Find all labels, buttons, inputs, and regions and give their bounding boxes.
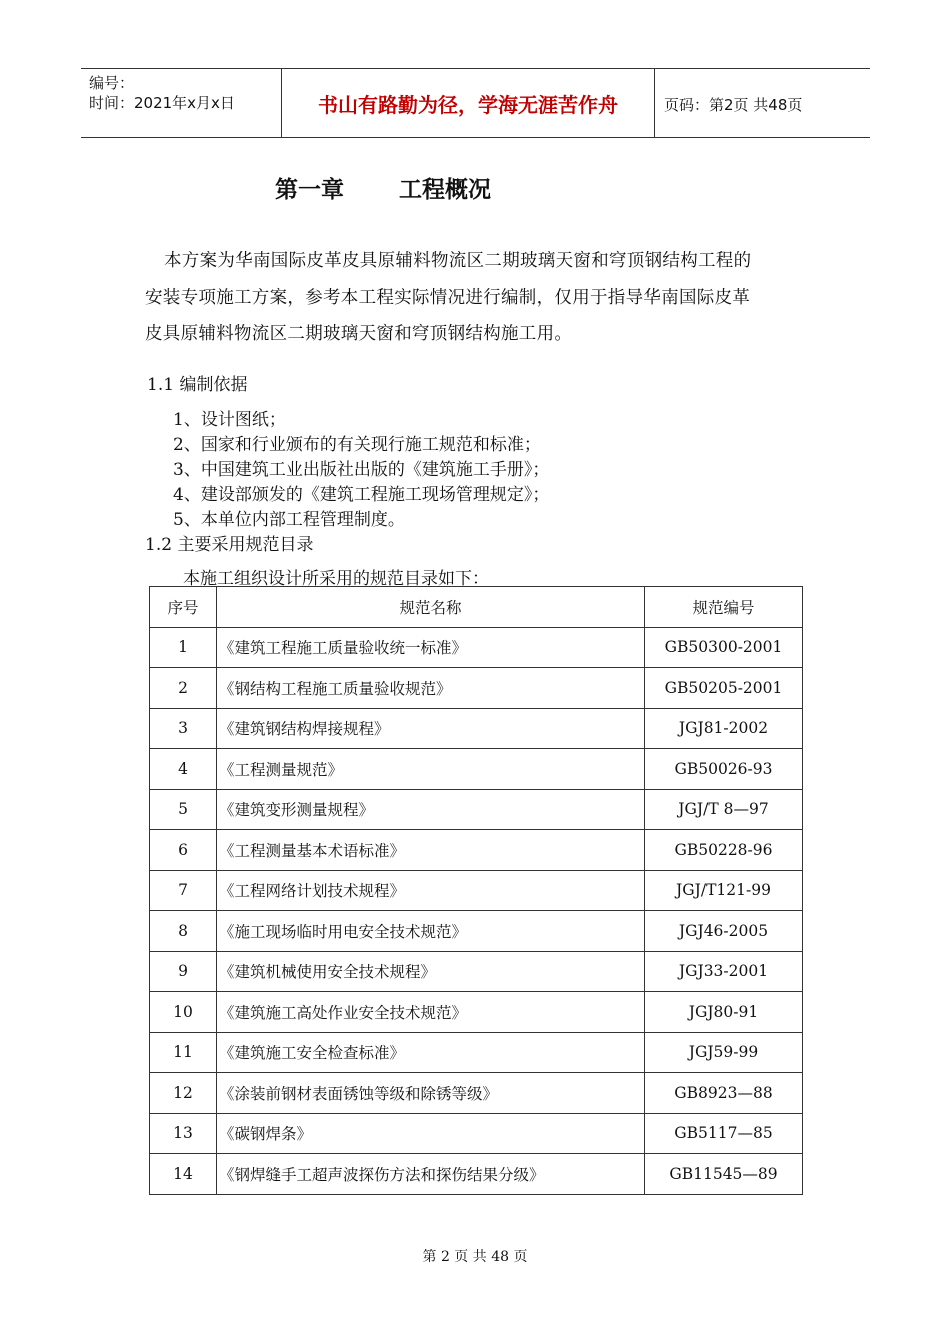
- row-standard-name: 《建筑工程施工质量验收统一标准》: [217, 627, 645, 668]
- row-standard-code: GB11545—89: [645, 1154, 803, 1195]
- header-seq: 序号: [150, 587, 217, 628]
- table-row: [150, 870, 803, 911]
- table-header-row: [150, 587, 803, 628]
- table-row: [150, 627, 803, 668]
- list-item: 1、设计图纸；: [173, 410, 286, 430]
- row-seq: 8: [150, 911, 217, 952]
- row-standard-name: 《碳钢焊条》: [217, 1113, 645, 1154]
- row-seq: 7: [150, 870, 217, 911]
- row-standard-name: 《工程测量基本术语标准》: [217, 830, 645, 871]
- table-row: [150, 1073, 803, 1114]
- header-page-info: 页码：第2页 共48页: [664, 96, 803, 114]
- row-seq: 4: [150, 749, 217, 790]
- list-item: 5、本单位内部工程管理制度。: [173, 510, 405, 530]
- row-standard-code: GB50026-93: [645, 749, 803, 790]
- table-row: [150, 789, 803, 830]
- row-standard-name: 《钢焊缝手工超声波探伤方法和探伤结果分级》: [217, 1154, 645, 1195]
- row-seq: 2: [150, 668, 217, 709]
- row-standard-code: JGJ33-2001: [645, 951, 803, 992]
- standards-table: [149, 586, 803, 1195]
- header-code: 规范编号: [645, 587, 803, 628]
- row-standard-code: JGJ81-2002: [645, 708, 803, 749]
- intro-line: 皮具原辅料物流区二期玻璃天窗和穹顶钢结构施工用。: [145, 324, 573, 344]
- header-meta: [89, 73, 235, 113]
- row-standard-code: JGJ59-99: [645, 1032, 803, 1073]
- row-standard-name: 《建筑施工高处作业安全技术规范》: [217, 992, 645, 1033]
- table-row: [150, 830, 803, 871]
- page-footer: 第 2 页 共 48 页: [422, 1249, 528, 1265]
- row-standard-code: GB50228-96: [645, 830, 803, 871]
- intro-line: 本方案为华南国际皮革皮具原辅料物流区二期玻璃天窗和穹顶钢结构工程的: [164, 251, 752, 271]
- table-row: [150, 951, 803, 992]
- page-header: [81, 68, 870, 138]
- row-standard-name: 《工程网络计划技术规程》: [217, 870, 645, 911]
- row-seq: 5: [150, 789, 217, 830]
- row-standard-code: GB50205-2001: [645, 668, 803, 709]
- row-standard-code: JGJ46-2005: [645, 911, 803, 952]
- section-heading-1-2: 1.2 主要采用规范目录: [145, 535, 314, 555]
- row-standard-name: 《工程测量规范》: [217, 749, 645, 790]
- row-standard-code: GB5117—85: [645, 1113, 803, 1154]
- row-seq: 6: [150, 830, 217, 871]
- header-motto: 书山有路勤为径，学海无涯苦作舟: [318, 93, 618, 117]
- row-seq: 9: [150, 951, 217, 992]
- row-seq: 12: [150, 1073, 217, 1114]
- row-standard-name: 《涂装前钢材表面锈蚀等级和除锈等级》: [217, 1073, 645, 1114]
- header-divider: [654, 69, 655, 137]
- intro-paragraph: [145, 243, 810, 353]
- row-standard-name: 《建筑钢结构焊接规程》: [217, 708, 645, 749]
- row-seq: 14: [150, 1154, 217, 1195]
- table-row: [150, 708, 803, 749]
- time-label: 时间：2021年x月x日: [89, 94, 235, 112]
- table-row: [150, 992, 803, 1033]
- row-standard-name: 《建筑机械使用安全技术规程》: [217, 951, 645, 992]
- row-standard-code: GB8923—88: [645, 1073, 803, 1114]
- list-item: 2、国家和行业颁布的有关现行施工规范和标准；: [173, 435, 541, 455]
- row-standard-code: JGJ/T 8—97: [645, 789, 803, 830]
- table-row: [150, 1032, 803, 1073]
- table-row: [150, 911, 803, 952]
- row-standard-code: JGJ/T121-99: [645, 870, 803, 911]
- table-row: [150, 749, 803, 790]
- row-seq: 13: [150, 1113, 217, 1154]
- chapter-title: [275, 171, 491, 204]
- chapter-number: 第一章: [275, 177, 344, 203]
- row-seq: 3: [150, 708, 217, 749]
- table-row: [150, 1154, 803, 1195]
- row-seq: 1: [150, 627, 217, 668]
- table-row: [150, 1113, 803, 1154]
- code-label: 编号：: [89, 74, 135, 92]
- table-row: [150, 668, 803, 709]
- row-standard-code: GB50300-2001: [645, 627, 803, 668]
- row-standard-code: JGJ80-91: [645, 992, 803, 1033]
- row-seq: 11: [150, 1032, 217, 1073]
- list-item: 4、建设部颁发的《建筑工程施工现场管理规定》；: [173, 485, 550, 505]
- row-seq: 10: [150, 992, 217, 1033]
- table-intro: 本施工组织设计所采用的规范目录如下：: [183, 569, 489, 589]
- header-name: 规范名称: [217, 587, 645, 628]
- section-heading-1-1: 1.1 编制依据: [147, 375, 248, 395]
- row-standard-name: 《施工现场临时用电安全技术规范》: [217, 911, 645, 952]
- intro-line: 安装专项施工方案，参考本工程实际情况进行编制，仅用于指导华南国际皮革: [145, 287, 751, 308]
- row-standard-name: 《建筑施工安全检查标准》: [217, 1032, 645, 1073]
- row-standard-name: 《钢结构工程施工质量验收规范》: [217, 668, 645, 709]
- list-item: 3、中国建筑工业出版社出版的《建筑施工手册》；: [173, 460, 550, 480]
- row-standard-name: 《建筑变形测量规程》: [217, 789, 645, 830]
- chapter-name: 工程概况: [399, 177, 491, 203]
